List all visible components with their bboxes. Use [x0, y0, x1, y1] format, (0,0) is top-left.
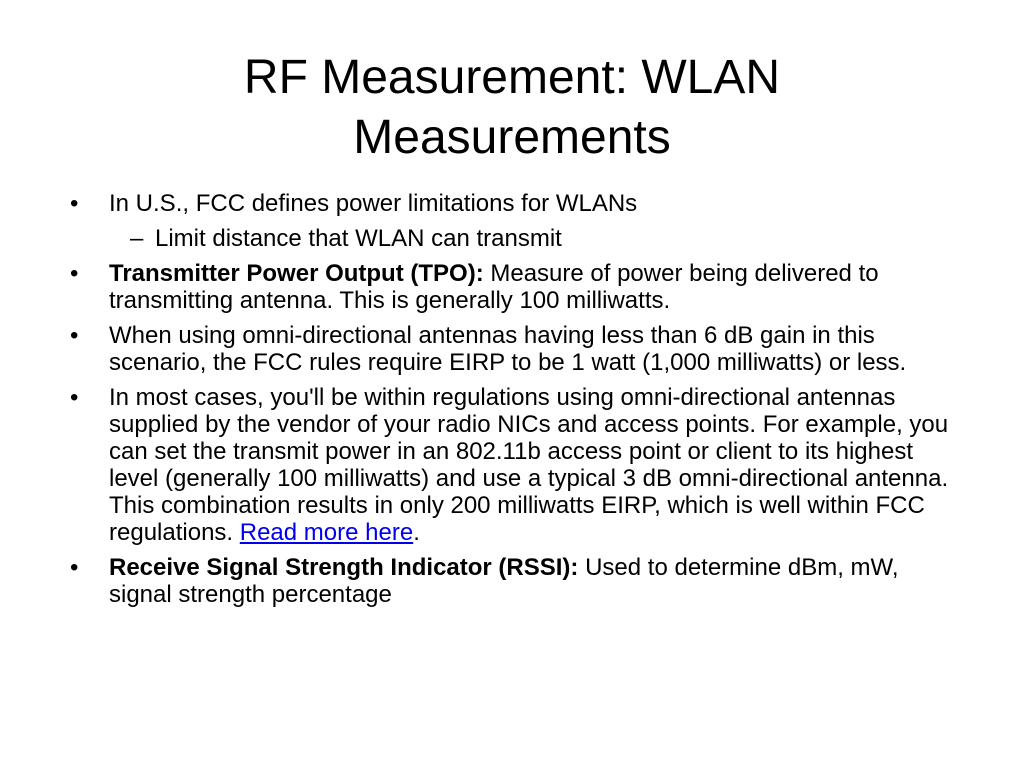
- bullet-text: In most cases, you'll be within regulations using omni-directional antennas supplied by the vendor of your radio NICs and access points. For example, you can set the transmit power in an 802.11b access point or client to its highest level (generally 100 milliwatts) and use a typical 3 dB omni-directional antenna. This combination results in only 200 milliwatts EIRP, which is well within FCC regulations.: [109, 384, 949, 546]
- bullet-item-tpo: [70, 260, 950, 314]
- bullet-marker: •: [70, 190, 79, 217]
- bullet-item-rssi: [70, 554, 950, 608]
- bullet-term: Receive Signal Strength Indicator (RSSI):: [109, 554, 579, 581]
- bullet-marker: •: [70, 322, 79, 349]
- slide-title-line-2: Measurements: [353, 111, 671, 164]
- sub-bullet-item-distance: [70, 225, 950, 252]
- bullet-text: In U.S., FCC defines power limitations for WLANs: [109, 190, 638, 217]
- slide-title-line-1: RF Measurement: WLAN: [243, 51, 781, 104]
- slide-title: [100, 48, 924, 168]
- bullet-text-end: .: [413, 519, 420, 546]
- bullet-marker: •: [70, 554, 79, 581]
- bullet-list: [70, 190, 950, 616]
- bullet-marker: •: [70, 260, 79, 287]
- sub-bullet-marker: –: [130, 225, 144, 252]
- bullet-marker: •: [70, 384, 79, 411]
- read-more-link[interactable]: Read more here: [239, 519, 414, 546]
- bullet-text: Used to determine dBm, mW, signal strength percentage: [109, 554, 899, 608]
- bullet-term: Transmitter Power Output (TPO):: [109, 260, 484, 287]
- sub-bullet-text: Limit distance that WLAN can transmit: [155, 225, 562, 252]
- bullet-item-regulations: [70, 384, 950, 546]
- bullet-text: When using omni-directional antennas having less than 6 dB gain in this scenario, the FCC rules require EIRP to be 1 watt (1,000 milliwatts) or less.: [109, 322, 907, 376]
- bullet-text: Measure of power being delivered to transmitting antenna. This is generally 100 milliwatts.: [109, 260, 879, 314]
- bullet-item-omni-antennas: [70, 322, 950, 376]
- bullet-item-fcc: [70, 190, 950, 217]
